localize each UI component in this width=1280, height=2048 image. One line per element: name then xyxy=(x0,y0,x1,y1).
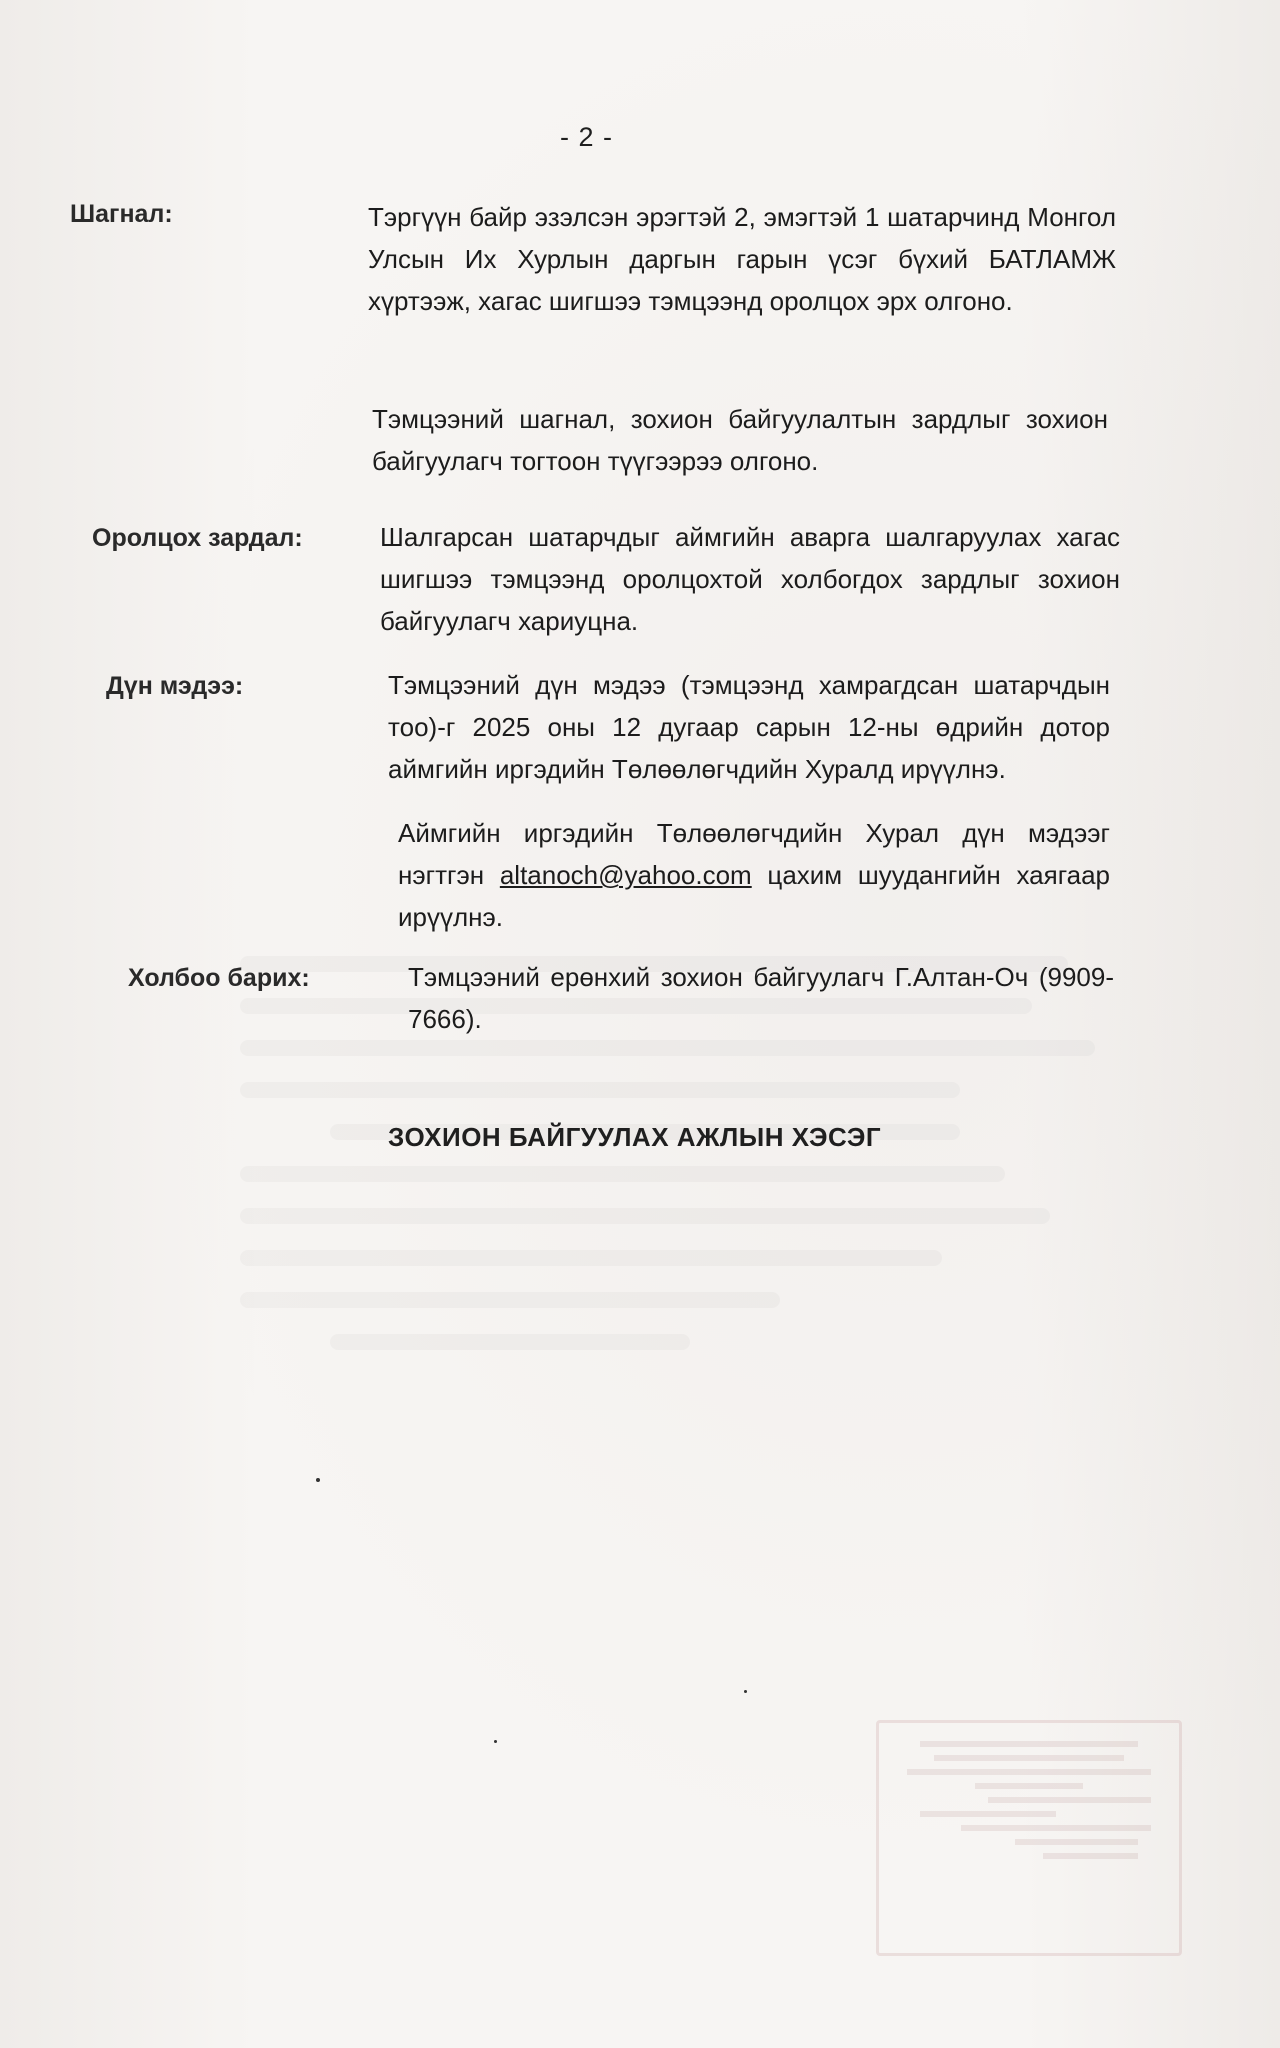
speck-mark xyxy=(744,1690,747,1693)
faded-stamp xyxy=(876,1720,1182,1956)
section-label-contact: Холбоо барих: xyxy=(128,964,310,992)
contact-paragraph: Тэмцээний ерөнхий зохион байгуулагч Г.Алтан-Оч (9909-7666). xyxy=(408,962,1114,1034)
participation-cost-paragraph: Шалгарсан шатарчдыг аймгийн аварга шалгаруулах хагас шигшээ тэмцээнд оролцохтой холбогдох зардлыг зохион байгуулагч хариуцна. xyxy=(380,522,1120,636)
section-label-results-report: Дүн мэдээ: xyxy=(106,672,244,700)
speck-mark xyxy=(494,1740,497,1743)
speck-mark xyxy=(316,1478,320,1482)
section-label-participation-cost: Оролцох зардал: xyxy=(92,524,303,552)
award-paragraph-2: Тэмцээний шагнал, зохион байгуулалтын зардлыг зохион байгуулагч тогтоон түүгээрээ олгоно. xyxy=(372,404,1108,476)
results-report-paragraph-1: Тэмцээний дүн мэдээ (тэмцээнд хамрагдсан шатарчдын тоо)-г 2025 оны 12 дугаар сарын 12-ны өдрийн дотор аймгийн иргэдийн Төлөөлөгчдийн Хуралд ирүүлнэ. xyxy=(388,670,1110,784)
award-paragraph-1: Тэргүүн байр эзэлсэн эрэгтэй 2, эмэгтэй 1 шатарчинд Монгол Улсын Их Хурлын даргын гарын үсэг бүхий БАТЛАМЖ хүртээж, хагас шигшээ тэмцээнд оролцох эрх олгоно. xyxy=(368,202,1116,316)
page-number: - 2 - xyxy=(560,122,614,152)
results-report-text-before: Аймгийн иргэдийн Төлөөлөгчдийн Хурал дүн мэдээг нэгтгэн xyxy=(398,818,1110,890)
organizing-committee-heading: ЗОХИОН БАЙГУУЛАХ АЖЛЫН ХЭСЭГ xyxy=(388,1122,882,1152)
email-link[interactable]: altanoch@yahoo.com xyxy=(499,860,752,890)
section-label-award: Шагнал: xyxy=(70,200,173,228)
results-report-paragraph-2 xyxy=(398,812,1110,938)
results-report-text-after: цахим шуудангийн хаягаар ирүүлнэ. xyxy=(398,860,1110,932)
